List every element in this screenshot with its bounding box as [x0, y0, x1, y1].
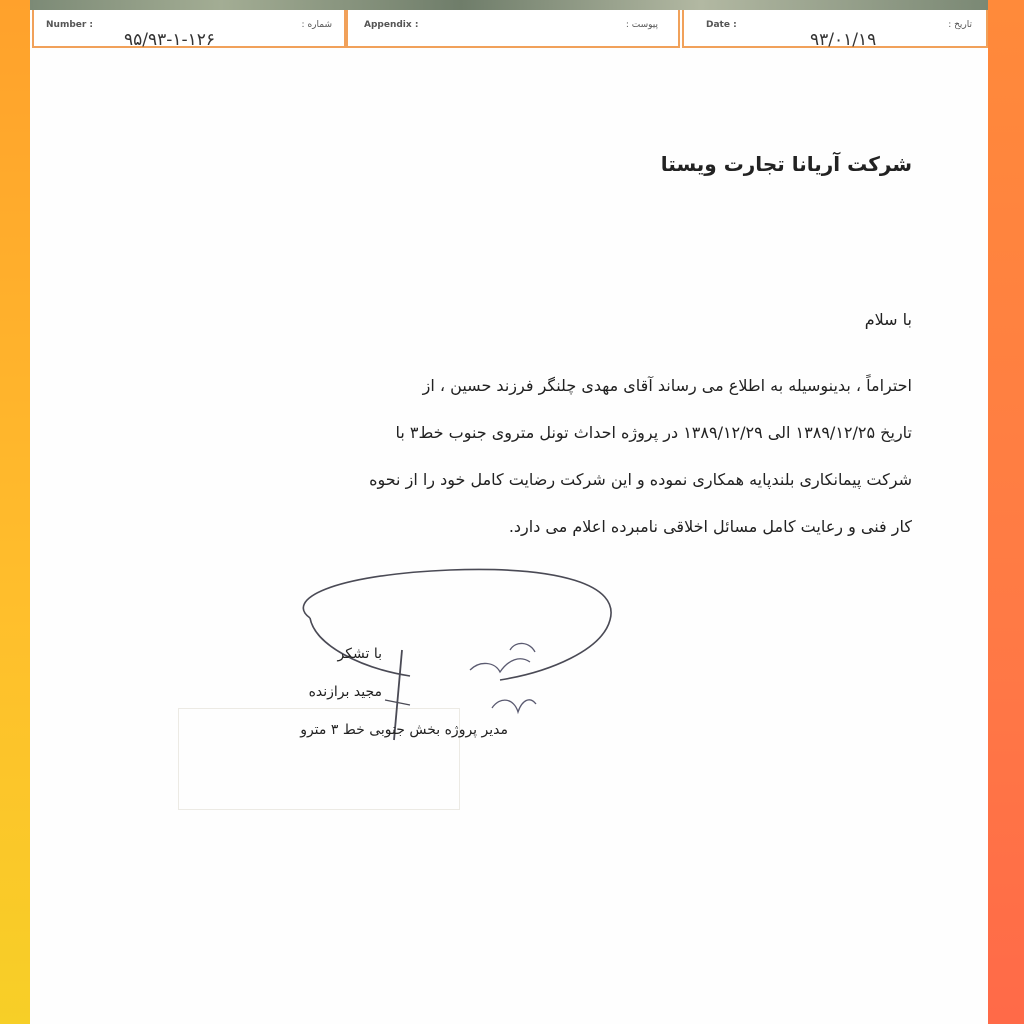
greeting: با سلام [864, 310, 912, 329]
number-label-fa: شماره : [301, 20, 332, 30]
body-line: شرکت پیمانکاری بلندپایه همکاری نموده و این شرکت رضایت کامل خود را از نحوه [369, 470, 912, 489]
letter-page [30, 0, 988, 1024]
left-frame-band [0, 0, 30, 1024]
handwritten-signature [30, 0, 988, 1024]
date-label-fa: تاریخ : [948, 20, 972, 30]
body-line: کار فنی و رعایت کامل مسائل اخلاقی نامبرده اعلام می دارد. [508, 517, 912, 536]
number-label-en: Number : [46, 20, 94, 30]
number-value: ۹۵/۹۳-۱-۱۲۶ [124, 30, 216, 50]
appendix-label-fa: پیوست : [625, 20, 658, 30]
body-line: تاریخ ۱۳۸۹/۱۲/۲۵ الی ۱۳۸۹/۱۲/۲۹ در پروژه احداث تونل متروی جنوب خط۳ با [395, 423, 912, 442]
signatory-title: مدیر پروژه بخش جنوبی خط ۳ مترو [300, 722, 508, 738]
date-value: ۹۳/۰۱/۱۹ [810, 30, 877, 50]
body-line: احتراماً ، بدینوسیله به اطلاع می رساند آقای مهدی چلنگر فرزند حسین ، از [422, 376, 912, 395]
date-label-en: Date : [706, 20, 737, 30]
appendix-label-en: Appendix : [364, 20, 419, 30]
signature-closing: با تشکر [337, 646, 382, 662]
signatory-name: مجید برازنده [308, 684, 382, 700]
recipient-company: شرکت آریانا تجارت ویستا [660, 152, 912, 176]
right-frame-band [988, 0, 1024, 1024]
